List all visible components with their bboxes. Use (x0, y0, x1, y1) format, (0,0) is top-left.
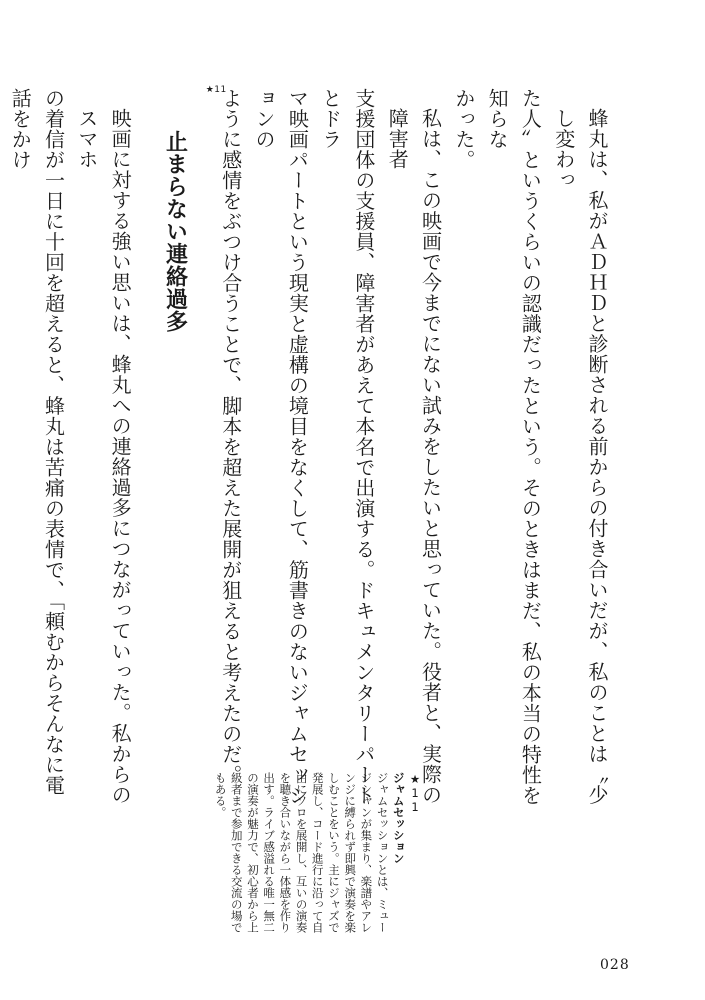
footnote-line: を聴き合いながら一体感を作り (278, 772, 293, 933)
text-line: マ映画パートという現実と虚構の境目をなくして、筋書きのないジャムセッションの (252, 88, 310, 806)
footnote-mark: ★11 (408, 772, 422, 814)
text-line: かった。 (451, 88, 476, 170)
text-line (0, 88, 3, 808)
page-number: 028 (600, 957, 630, 973)
footnote-line: ンジに縛られず即興で演奏を楽 (343, 772, 358, 933)
footnote-title: ジャムセッション (391, 772, 406, 864)
text-line: た人〟というくらいの認識だったという。そのときはまだ、私の本当の特性を知らな (485, 88, 543, 806)
footnote-line: 発展し、コード進行に沿って自 (310, 772, 325, 933)
paragraph-1 (447, 88, 613, 808)
text-line: 支援団体の支援員、障害者があえて本名で出演する。ドキュメンタリーパートとドラ (318, 88, 376, 806)
footnote-line: ジシャンが集まり、楽譜やアレ (359, 772, 374, 933)
text-line (205, 85, 246, 808)
text-line-content: ように感情をぶつけ合うことで、脚本を超えた展開が狙えると考えたのだ。 (218, 88, 243, 785)
footnote-reference-mark[interactable]: ★11 (205, 85, 227, 95)
footnote-line: 出す。ライブ感溢れる唯一無二 (262, 772, 277, 933)
text-line: 蜂丸は、私がＡＤＨＤと診断される前からの付き合いだが、私のことは〝少し変わっ (551, 108, 609, 805)
section-heading: 止まらない連絡過多 (162, 130, 188, 333)
footnote-line: 級者まで参加できる交流の場で (229, 772, 244, 933)
footnote-line: の演奏が魅力で、初心者から上 (245, 772, 260, 933)
footnote-line: ジャムセッションとは、ミュー (375, 772, 390, 933)
footnote-line: 由にソロを展開し、互いの演奏 (294, 772, 309, 933)
paragraph-3 (0, 88, 136, 808)
body-text (0, 85, 613, 808)
footnote-line: もある。 (213, 772, 228, 818)
text-line: の着信が一日に十回を超えると、蜂丸は苦痛の表情で、「頼むからそんなに電話をかけ (8, 88, 66, 796)
footnote-line: しむことをいう。主にジャズで (326, 772, 341, 933)
footnote (212, 772, 423, 987)
paragraph-2 (205, 85, 446, 808)
text-line: 私は、この映画で今までにない試みをしたいと思っていた。役者と、実際の障害者 (385, 108, 443, 805)
text-line: 映画に対する強い思いは、蜂丸への連絡過多につながっていった。私からのスマホ (74, 108, 133, 805)
